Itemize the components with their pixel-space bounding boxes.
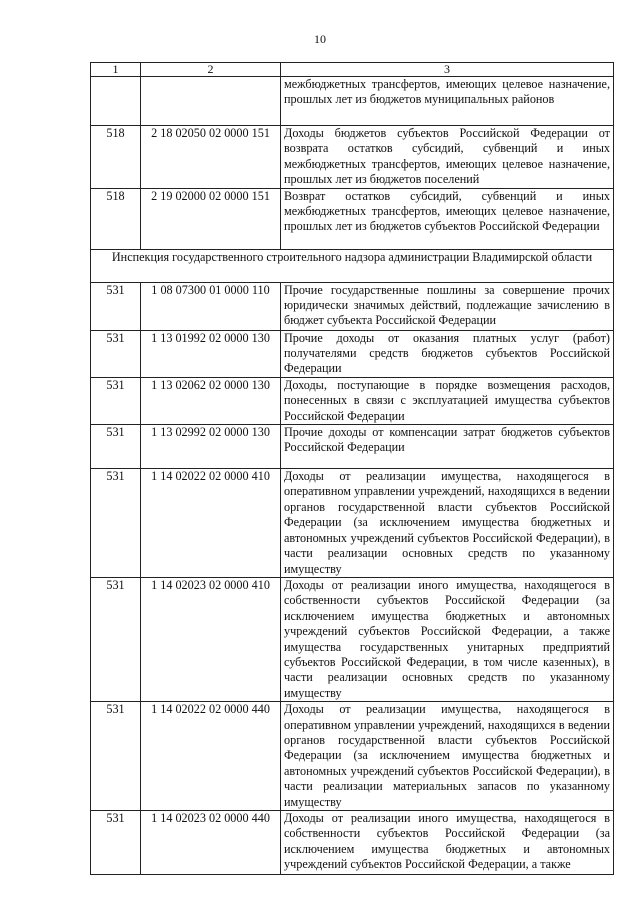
description-cell: Прочие доходы от компенсации затрат бюджетов субъектов Российской Федерации bbox=[281, 425, 614, 469]
income-code-cell: 1 14 02022 02 0000 410 bbox=[141, 469, 281, 578]
table-row bbox=[91, 330, 614, 377]
income-code-cell: 1 14 02023 02 0000 440 bbox=[141, 811, 281, 875]
description-cell: Доходы от реализации иного имущества, находящегося в собственности субъектов Российской Федерации (за исключением имущества бюджетных и автономных учреждений субъектов Российской Федерации, а также bbox=[281, 811, 614, 875]
table-row bbox=[91, 377, 614, 424]
description-cell: Прочие государственные пошлины за совершение прочих юридически значимых действий, подлежащие зачислению в бюджет субъекта Российской Федерации bbox=[281, 282, 614, 330]
description-cell: Доходы от реализации иного имущества, находящегося в собственности субъектов Российской Федерации (за исключением имущества бюджетных и автономных учреждений субъектов Российской Федерации, а также имущества государственных унитарных предприятий субъектов Российской Федерации, в том числе казенных), в части реализации основных средств по указанному имуществу bbox=[281, 577, 614, 701]
income-code-cell: 1 14 02022 02 0000 440 bbox=[141, 702, 281, 811]
table-row bbox=[91, 811, 614, 875]
table-row bbox=[91, 77, 614, 126]
column-header-description: 3 bbox=[281, 63, 614, 77]
table-header-row bbox=[91, 63, 614, 77]
admin-code-cell: 531 bbox=[91, 811, 141, 875]
admin-code-cell: 531 bbox=[91, 577, 141, 701]
table-row bbox=[91, 577, 614, 701]
admin-code-cell: 531 bbox=[91, 425, 141, 469]
description-cell: Возврат остатков субсидий, субвенций и иных межбюджетных трансфертов, имеющих целевое назначение, прошлых лет из бюджетов субъектов Российской Федерации bbox=[281, 188, 614, 249]
income-code-cell: 1 13 01992 02 0000 130 bbox=[141, 330, 281, 377]
admin-code-cell: 518 bbox=[91, 188, 141, 249]
admin-code-cell: 531 bbox=[91, 282, 141, 330]
admin-code-cell bbox=[91, 77, 141, 126]
budget-classification-table bbox=[90, 62, 614, 875]
description-cell: Доходы, поступающие в порядке возмещения расходов, понесенных в связи с эксплуатацией имущества субъектов Российской Федерации bbox=[281, 377, 614, 424]
admin-code-cell: 531 bbox=[91, 330, 141, 377]
table-row bbox=[91, 425, 614, 469]
income-code-cell: 2 19 02000 02 0000 151 bbox=[141, 188, 281, 249]
page-number: 10 bbox=[314, 32, 326, 46]
income-code-cell: 2 18 02050 02 0000 151 bbox=[141, 126, 281, 189]
table-body bbox=[91, 77, 614, 875]
section-title: Инспекция государственного строительного надзора администрации Владимирской области bbox=[91, 249, 614, 282]
income-code-cell bbox=[141, 77, 281, 126]
table-row bbox=[91, 188, 614, 249]
table-row bbox=[91, 702, 614, 811]
column-header-admin: 1 bbox=[91, 63, 141, 77]
description-cell: Прочие доходы от оказания платных услуг (работ) получателями средств бюджетов субъектов Российской Федерации bbox=[281, 330, 614, 377]
income-code-cell: 1 14 02023 02 0000 410 bbox=[141, 577, 281, 701]
admin-code-cell: 531 bbox=[91, 469, 141, 578]
description-cell: межбюджетных трансфертов, имеющих целевое назначение, прошлых лет из бюджетов муниципальных районов bbox=[281, 77, 614, 126]
income-code-cell: 1 08 07300 01 0000 110 bbox=[141, 282, 281, 330]
description-cell: Доходы бюджетов субъектов Российской Федерации от возврата остатков субсидий, субвенций и иных межбюджетных трансфертов, имеющих целевое назначение, прошлых лет из бюджетов поселений bbox=[281, 126, 614, 189]
table-row bbox=[91, 282, 614, 330]
admin-code-cell: 518 bbox=[91, 126, 141, 189]
section-header-row bbox=[91, 249, 614, 282]
description-cell: Доходы от реализации имущества, находящегося в оперативном управлении учреждений, находящихся в ведении органов государственной власти субъектов Российской Федерации (за исключением имущества бюджетных и автономных учреждений субъектов Российской Федерации), в части реализации материальных запасов по указанному имуществу bbox=[281, 702, 614, 811]
admin-code-cell: 531 bbox=[91, 377, 141, 424]
admin-code-cell: 531 bbox=[91, 702, 141, 811]
table-row bbox=[91, 126, 614, 189]
column-header-code: 2 bbox=[141, 63, 281, 77]
table-row bbox=[91, 469, 614, 578]
description-cell: Доходы от реализации имущества, находящегося в оперативном управлении учреждений, находящихся в ведении органов государственной власти субъектов Российской Федерации (за исключением имущества бюджетных и автономных учреждений субъектов Российской Федерации), в части реализации основных средств по указанному имуществу bbox=[281, 469, 614, 578]
income-code-cell: 1 13 02062 02 0000 130 bbox=[141, 377, 281, 424]
income-code-cell: 1 13 02992 02 0000 130 bbox=[141, 425, 281, 469]
